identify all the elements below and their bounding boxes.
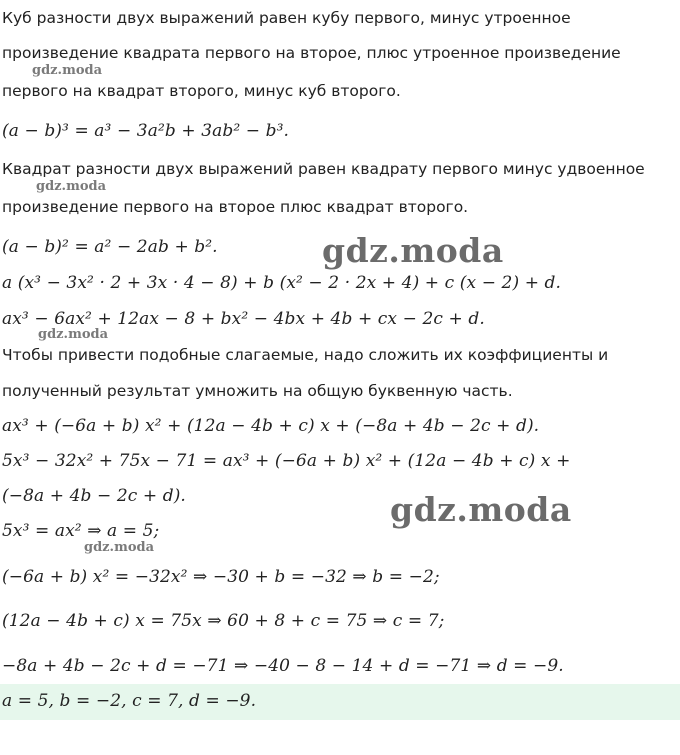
text-line-6: Чтобы привести подобные слагаемые, надо сложить их коэффициенты и xyxy=(2,346,609,364)
text-line-1: Куб разности двух выражений равен кубу первого, минус утроенное xyxy=(2,9,571,27)
watermark-small-3: gdz.moda xyxy=(38,327,109,342)
formula-a: 5x³ = ax² ⇒ a = 5; xyxy=(2,521,160,541)
watermark-small-1: gdz.moda xyxy=(32,63,103,78)
watermark-small-2: gdz.moda xyxy=(36,179,107,194)
formula-d: −8a + 4b − 2c + d = −71 ⇒ −40 − 8 − 14 + d = −71 ⇒ d = −9. xyxy=(2,656,564,676)
formula-identity-cont: (−8a + 4b − 2c + d). xyxy=(2,486,186,506)
formula-c: (12a − 4b + c) x = 75x ⇒ 60 + 8 + c = 75 ⇒ c = 7; xyxy=(2,611,445,631)
text-line-2: произведение квадрата первого на второе, плюс утроенное произведение xyxy=(2,44,621,62)
answer-line: a = 5, b = −2, c = 7, d = −9. xyxy=(2,691,257,711)
formula-cube-difference: (a − b)³ = a³ − 3a²b + 3ab² − b³. xyxy=(2,121,290,141)
text-line-5: произведение первого на второе плюс квадрат второго. xyxy=(2,198,469,216)
watermark-large-1: gdz.moda xyxy=(322,231,504,270)
formula-b: (−6a + b) x² = −32x² ⇒ −30 + b = −32 ⇒ b = −2; xyxy=(2,567,440,587)
text-line-4: Квадрат разности двух выражений равен квадрату первого минус удвоенное xyxy=(2,160,645,178)
formula-expanded: ax³ − 6ax² + 12ax − 8 + bx² − 4bx + 4b + cx − 2c + d. xyxy=(2,309,485,329)
watermark-large-2: gdz.moda xyxy=(390,490,572,529)
formula-identity: 5x³ − 32x² + 75x − 71 = ax³ + (−6a + b) x² + (12a − 4b + c) x + xyxy=(2,451,571,471)
formula-square-difference: (a − b)² = a² − 2ab + b². xyxy=(2,237,218,257)
watermark-small-4: gdz.moda xyxy=(84,540,155,555)
text-line-7: полученный результат умножить на общую буквенную часть. xyxy=(2,382,513,400)
text-line-3: первого на квадрат второго, минус куб второго. xyxy=(2,82,401,100)
formula-grouped: ax³ + (−6a + b) x² + (12a − 4b + c) x + (−8a + 4b − 2c + d). xyxy=(2,416,540,436)
formula-expansion: a (x³ − 3x² · 2 + 3x · 4 − 8) + b (x² − 2 · 2x + 4) + c (x − 2) + d. xyxy=(2,273,562,293)
